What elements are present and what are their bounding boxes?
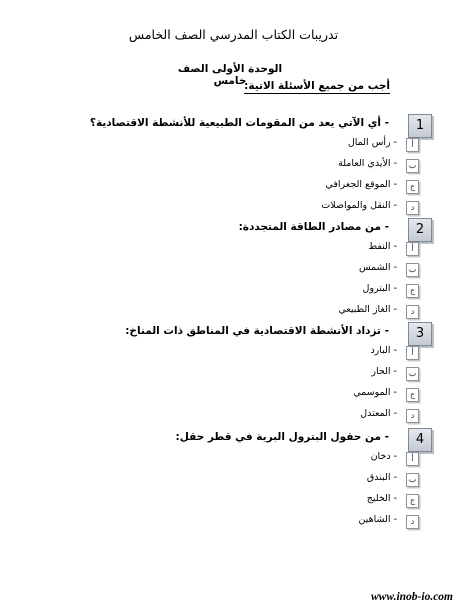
option-letter-box[interactable]: أ — [406, 452, 419, 466]
page-title: تدريبات الكتاب المدرسي الصف الخامس — [128, 27, 339, 42]
question-number-badge: 1 — [408, 114, 432, 138]
option-letter-box[interactable]: د — [406, 515, 419, 529]
question-text: - من مصادر الطاقة المتجددة: — [238, 221, 389, 233]
question-text: - من حقول البترول البرية في قطر حقل: — [175, 431, 389, 443]
option-text: - الموسمي — [353, 387, 397, 398]
option-letter-box[interactable]: ب — [406, 263, 419, 277]
option-letter-box[interactable]: ج — [406, 388, 419, 402]
option-letter-box[interactable]: ب — [406, 159, 419, 173]
question-number-badge: 3 — [408, 322, 432, 346]
footer-url: www.inob-io.com — [371, 591, 453, 603]
question-text: - تزداد الأنشطة الاقتصادية في المناطق ذات المناخ: — [125, 325, 389, 337]
option-text: - المعتدل — [360, 408, 397, 419]
option-text: - دخان — [370, 451, 397, 462]
option-text: - الحار — [371, 366, 397, 377]
option-letter-box[interactable]: ج — [406, 494, 419, 508]
option-letter-box[interactable]: أ — [406, 138, 419, 152]
option-letter-box[interactable]: ب — [406, 473, 419, 487]
question-number-badge: 4 — [408, 428, 432, 452]
option-text: - الخليج — [366, 493, 397, 504]
option-text: - رأس المال — [347, 137, 397, 148]
option-text: - الموقع الجغرافي — [325, 179, 397, 190]
option-text: - الغاز الطبيعي — [338, 304, 397, 315]
option-letter-box[interactable]: ج — [406, 180, 419, 194]
option-text: - البترول — [362, 283, 397, 294]
option-text: - البندق — [366, 472, 397, 483]
option-text: - النفط — [368, 241, 397, 252]
option-letter-box[interactable]: ب — [406, 367, 419, 381]
option-text: - الشمس — [358, 262, 397, 273]
option-text: - الشاهين — [358, 514, 397, 525]
option-letter-box[interactable]: د — [406, 409, 419, 423]
option-text: - البارد — [370, 345, 397, 356]
unit-heading: الوحدة الأولى الصف خامس — [177, 63, 283, 87]
option-letter-box[interactable]: ج — [406, 284, 419, 298]
option-letter-box[interactable]: أ — [406, 242, 419, 256]
option-letter-box[interactable]: د — [406, 201, 419, 215]
option-letter-box[interactable]: أ — [406, 346, 419, 360]
instruction-text: أجب من جميع الأسئلة الاتية: — [244, 80, 390, 92]
question-number-badge: 2 — [408, 218, 432, 242]
option-text: - الأيدي العاملة — [338, 158, 397, 169]
option-letter-box[interactable]: د — [406, 305, 419, 319]
question-text: - أي الآتي يعد من المقومات الطبيعية للأنشطة الاقتصادية؟ — [89, 117, 389, 129]
option-text: - النقل والمواصلات — [321, 200, 397, 211]
